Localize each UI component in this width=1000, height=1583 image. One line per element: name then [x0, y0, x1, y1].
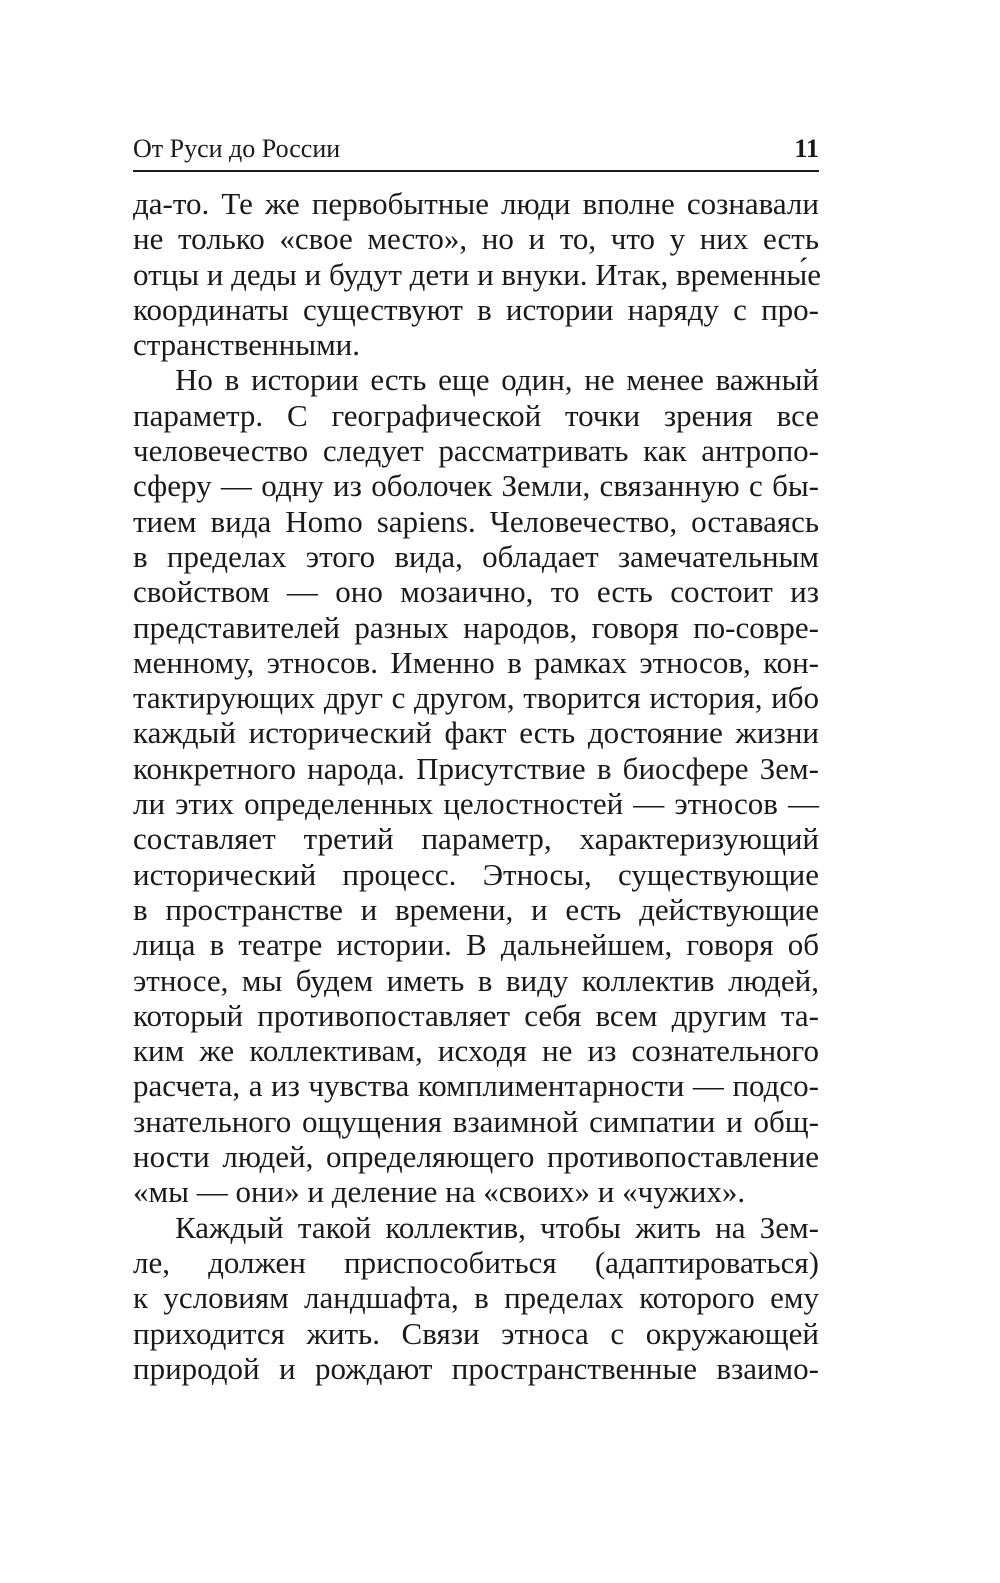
page-number: 11 [794, 134, 819, 163]
paragraph [133, 1210, 819, 1386]
text-line: знательного ощущения взаимной симпатии и общ- [133, 1103, 819, 1139]
text-line: Но в истории есть еще один, не менее важный [175, 362, 819, 398]
text-line: исторический процесс. Этносы, существующие [133, 856, 819, 892]
text-line: к условиям ландшафта, в пределах которого ему [133, 1280, 819, 1316]
text-line: параметр. С географической точки зрения все [133, 397, 819, 433]
text-line: да-то. Те же первобытные люди вполне сознавали [133, 186, 819, 221]
book-page [133, 128, 819, 1386]
text-line: лица в театре истории. В дальнейшем, говоря об [133, 927, 819, 963]
text-line: ле, должен приспособиться (адаптироваться) [133, 1244, 819, 1280]
text-line: каждый исторический факт есть достояние жизни [133, 715, 819, 751]
text-line: ли этих определенных целостностей — этносов — [133, 786, 819, 822]
text-line: не только «свое место», но и то, что у них есть [133, 221, 819, 257]
text-line: в пределах этого вида, обладает замечательным [133, 538, 819, 574]
text-line: конкретного народа. Присутствие в биосфере Зем- [133, 750, 819, 786]
text-line: составляет третий параметр, характеризующий [133, 821, 819, 857]
running-title: От Руси до России [133, 134, 341, 163]
text-line: тактирующих друг с другом, творится история, ибо [133, 680, 819, 716]
text-line: странственными. [133, 327, 361, 363]
text-line: отцы и деды и будут дети и внуки. Итак, временны́е [133, 256, 821, 292]
running-head [133, 128, 819, 172]
text-line: Каждый такой коллектив, чтобы жить на Зем- [175, 1209, 819, 1245]
text-line: представителей разных народов, говоря по-совре- [133, 609, 819, 645]
text-line: расчета, а из чувства комплиментарности — подсо- [133, 1068, 819, 1104]
text-line: который противопоставляет себя всем другим та- [133, 997, 819, 1033]
text-line: сферу — одну из оболочек Земли, связанную с бы- [133, 468, 819, 504]
paragraph [133, 186, 819, 362]
paragraph [133, 362, 819, 1209]
text-line: в пространстве и времени, и есть действующие [133, 891, 819, 927]
text-line: ности людей, определяющего противопоставление [133, 1139, 819, 1175]
text-line: человечество следует рассматривать как антропо- [133, 433, 819, 469]
text-line: тием вида Homo sapiens. Человечество, оставаясь [133, 503, 819, 539]
text-line: менному, этносов. Именно в рамках этносов, кон- [133, 644, 819, 680]
text-line: ким же коллективам, исходя не из сознательного [133, 1033, 819, 1069]
body-text [133, 186, 819, 1386]
text-line: «мы — они» и деление на «своих» и «чужих». [133, 1174, 746, 1210]
text-line: свойством — оно мозаично, то есть состоит из [133, 574, 819, 610]
text-line: природой и рождают пространственные взаимо- [133, 1350, 819, 1386]
text-line: координаты существуют в истории наряду с про- [133, 291, 819, 327]
text-line: приходится жить. Связи этноса с окружающей [133, 1315, 819, 1351]
text-line: этносе, мы будем иметь в виду коллектив людей, [133, 962, 819, 998]
